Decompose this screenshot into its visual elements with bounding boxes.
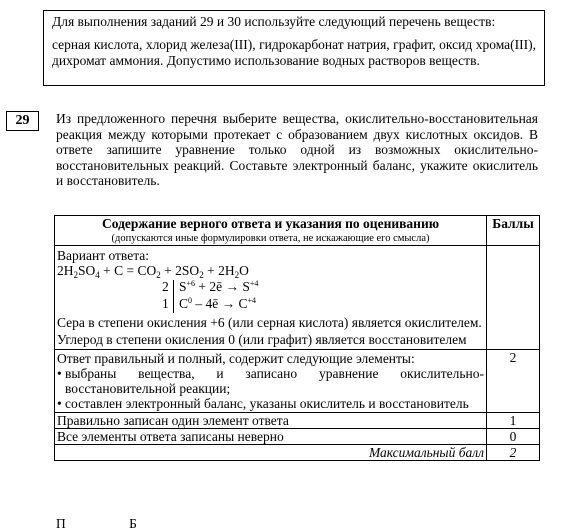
criteria-bullet: • составлен электронный баланс, указаны окислитель и восстановитель: [57, 396, 469, 411]
max-score-value: 2: [487, 445, 540, 461]
balance-coef-1: 2: [162, 279, 169, 294]
criteria-full-text: Ответ правильный и полный, содержит следующие элементы:: [57, 351, 415, 366]
header-score: Баллы: [487, 216, 540, 246]
criteria-zero-score: 0: [487, 429, 540, 445]
criteria-row-one: [55, 413, 540, 429]
reducer-statement: Углерод в степени окисления 0 (или графит) является восстановителем: [57, 332, 467, 347]
question-number: 29: [6, 111, 39, 131]
criteria-full-cell: [55, 350, 487, 413]
balance-divider: [173, 280, 174, 313]
reaction-equation: $2H_2SO_4 + C = CO_2 + 2SO_2 + 2H_2O$: [57, 263, 249, 280]
header-sub: (допускаются иные формулировки ответа, не искажающие его смысла): [111, 233, 430, 244]
max-score-label: Максимальный балл: [55, 445, 487, 461]
criteria-full-score: 2: [487, 350, 540, 413]
criteria-row-zero: [55, 429, 540, 445]
criteria-one-text: Правильно записан один элемент ответа: [55, 413, 487, 429]
electron-balance: [57, 279, 484, 313]
answer-cell: [55, 246, 487, 350]
answer-variant: Вариант ответа:: [57, 248, 150, 263]
intro-instruction: Для выполнения заданий 29 и 30 используйте следующий перечень веществ:: [52, 14, 496, 29]
table-header-row: [55, 216, 540, 246]
max-score-row: [55, 445, 540, 461]
question-text: Из предложенного перечня выберите вещества, окислительно-восстановительная реакция между которыми протекает с образованием двух кислотных оксидов. В ответе запишите уравнение только одной из возможных окислительно-восстановительных реакций. Составьте электронный баланс, укажите окислитель и восстановитель.: [56, 111, 538, 188]
answer-table: [54, 215, 540, 461]
answer-score-cell: [487, 246, 540, 350]
answer-row: [55, 246, 540, 350]
criteria-bullet: • выбраны вещества, и записано уравнение окислительно-восстановительной реакции;: [57, 366, 485, 396]
balance-coef-2: 1: [162, 296, 169, 311]
criteria-zero-text: Все элементы ответа записаны неверно: [55, 429, 487, 445]
header-main: Содержание верного ответа и указания по оцениванию: [101, 216, 440, 231]
balance-line-sulfur: $S^{+6}$ + 2ē → $S^{+4}$: [179, 279, 259, 294]
balance-line-carbon: $C^0$ – 4ē → $C^{+4}$: [179, 296, 257, 311]
substances-box: [43, 10, 545, 86]
substances-list: серная кислота, хлорид железа(III), гидрокарбонат натрия, графит, оксид хрома(III), дихромат аммония. Допустимо использование водных растворов веществ.: [52, 37, 536, 68]
header-content-cell: [55, 216, 487, 246]
criteria-one-score: 1: [487, 413, 540, 429]
oxidizer-statement: Сера в степени окисления +6 (или серная кислота) является окислителем.: [57, 315, 482, 330]
cutoff-footer-text: П Б: [56, 516, 137, 531]
criteria-row-full: [55, 350, 540, 413]
